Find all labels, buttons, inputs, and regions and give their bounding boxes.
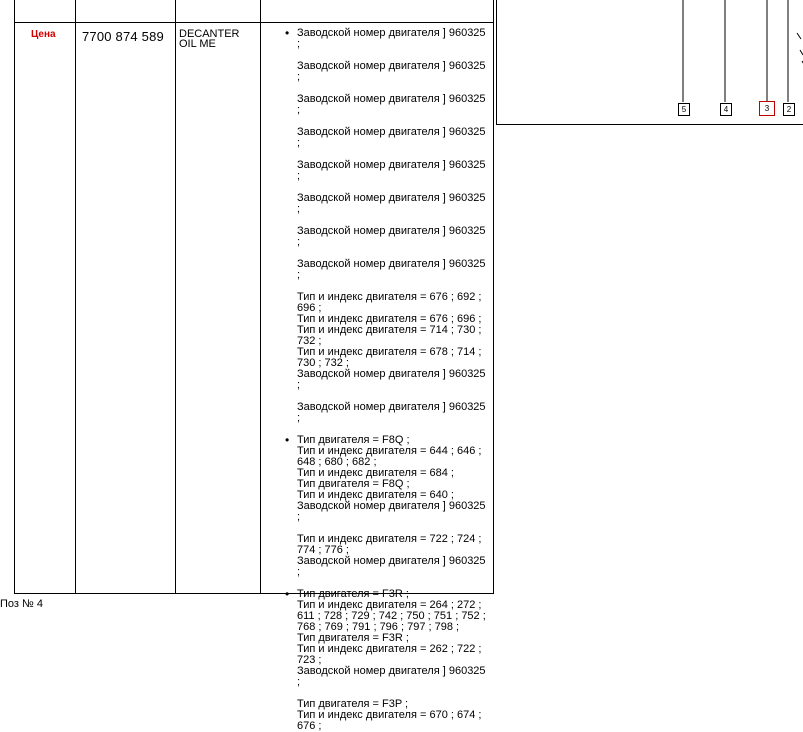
applicability-line: ; bbox=[297, 676, 301, 688]
applicability-line: Заводской номер двигателя ] 960325 bbox=[297, 258, 486, 270]
applicability-line: ; bbox=[297, 269, 301, 281]
applicability-line: Тип и индекс двигателя = 640 ; bbox=[297, 489, 454, 501]
applicability-line: • Заводской номер двигателя ] 960325 bbox=[297, 27, 486, 39]
applicability-group bbox=[270, 435, 495, 589]
applicability-line: ; bbox=[297, 379, 301, 391]
applicability-line: ; bbox=[297, 511, 301, 523]
applicability-line: Заводской номер двигателя ] 960325 bbox=[297, 60, 486, 72]
applicability-line: 774 ; 776 ; bbox=[297, 544, 349, 556]
applicability-line: Заводской номер двигателя ] 960325 bbox=[297, 126, 486, 138]
applicability-group bbox=[270, 28, 495, 435]
applicability-line: ; bbox=[297, 236, 301, 248]
applicability-line: Тип и индекс двигателя = 264 ; 272 ; bbox=[297, 599, 482, 611]
applicability-line: Тип двигателя = F8Q ; bbox=[297, 478, 410, 490]
applicability-line: 732 ; bbox=[297, 335, 322, 347]
applicability-line: Заводской номер двигателя ] 960325 bbox=[297, 225, 486, 237]
applicability-line: Тип и индекс двигателя = 262 ; 722 ; bbox=[297, 643, 482, 655]
callout-3[interactable]: 3 bbox=[759, 101, 775, 116]
applicability-line: ; bbox=[297, 412, 301, 424]
applicability-group bbox=[270, 589, 495, 732]
applicability-line: Заводской номер двигателя ] 960325 bbox=[297, 159, 486, 171]
applicability-line: Тип и индекс двигателя = 676 ; 696 ; bbox=[297, 313, 482, 325]
applicability-line: Тип двигателя = F3R ; bbox=[297, 632, 409, 644]
column-divider bbox=[260, 0, 261, 593]
applicability-line: Тип и индекс двигателя = 684 ; bbox=[297, 467, 454, 479]
applicability-line: Тип и индекс двигателя = 676 ; 692 ; bbox=[297, 291, 482, 303]
applicability-line: ; bbox=[297, 104, 301, 116]
applicability-line: ; bbox=[297, 38, 301, 50]
applicability-line: ; bbox=[297, 71, 301, 83]
applicability-line: Тип и индекс двигателя = 678 ; 714 ; bbox=[297, 346, 482, 358]
applicability-list bbox=[270, 28, 495, 732]
column-divider bbox=[175, 0, 176, 593]
applicability-line: ; bbox=[297, 566, 301, 578]
applicability-line: Тип двигателя = F3P ; bbox=[297, 698, 409, 710]
applicability-line: 648 ; 680 ; 682 ; bbox=[297, 456, 377, 468]
callout-2[interactable]: 2 bbox=[783, 103, 795, 116]
part-name: DECANTER OIL ME bbox=[179, 28, 240, 50]
applicability-line: 768 ; 769 ; 791 ; 796 ; 797 ; 798 ; bbox=[297, 621, 460, 633]
row-divider bbox=[15, 22, 493, 23]
applicability-line: 676 ; bbox=[297, 720, 322, 732]
diagram-lines bbox=[497, 0, 803, 125]
applicability-line: Заводской номер двигателя ] 960325 bbox=[297, 192, 486, 204]
column-divider bbox=[75, 0, 76, 593]
applicability-line: • Тип двигателя = F3R ; bbox=[297, 588, 409, 600]
applicability-line: Заводской номер двигателя ] 960325 bbox=[297, 555, 486, 567]
applicability-line: • Тип двигателя = F8Q ; bbox=[297, 434, 410, 446]
applicability-line: ; bbox=[297, 137, 301, 149]
applicability-line: ; bbox=[297, 170, 301, 182]
applicability-line: Тип и индекс двигателя = 644 ; 646 ; bbox=[297, 445, 482, 457]
callout-4[interactable]: 4 bbox=[720, 103, 732, 116]
applicability-line: Тип и индекс двигателя = 670 ; 674 ; bbox=[297, 709, 482, 721]
part-number: 7700 874 589 bbox=[82, 29, 164, 44]
applicability-line: 730 ; 732 ; bbox=[297, 357, 349, 369]
applicability-line: 723 ; bbox=[297, 654, 322, 666]
position-label: Поз № 4 bbox=[0, 598, 43, 610]
applicability-line: 611 ; 728 ; 729 ; 742 ; 750 ; 751 ; 752 ; bbox=[297, 610, 486, 622]
price-link[interactable]: Цена bbox=[31, 29, 56, 40]
callout-5[interactable]: 5 bbox=[678, 103, 690, 116]
applicability-line: Заводской номер двигателя ] 960325 bbox=[297, 665, 486, 677]
applicability-line: Заводской номер двигателя ] 960325 bbox=[297, 93, 486, 105]
applicability-line: Тип и индекс двигателя = 722 ; 724 ; bbox=[297, 533, 482, 545]
applicability-line: Заводской номер двигателя ] 960325 bbox=[297, 401, 486, 413]
applicability-line: Заводской номер двигателя ] 960325 bbox=[297, 368, 486, 380]
line-gap bbox=[297, 688, 495, 699]
parts-diagram bbox=[496, 0, 803, 125]
applicability-line: ; bbox=[297, 203, 301, 215]
applicability-line: Заводской номер двигателя ] 960325 bbox=[297, 500, 486, 512]
applicability-line: Тип и индекс двигателя = 714 ; 730 ; bbox=[297, 324, 482, 336]
applicability-line: 696 ; bbox=[297, 302, 322, 314]
